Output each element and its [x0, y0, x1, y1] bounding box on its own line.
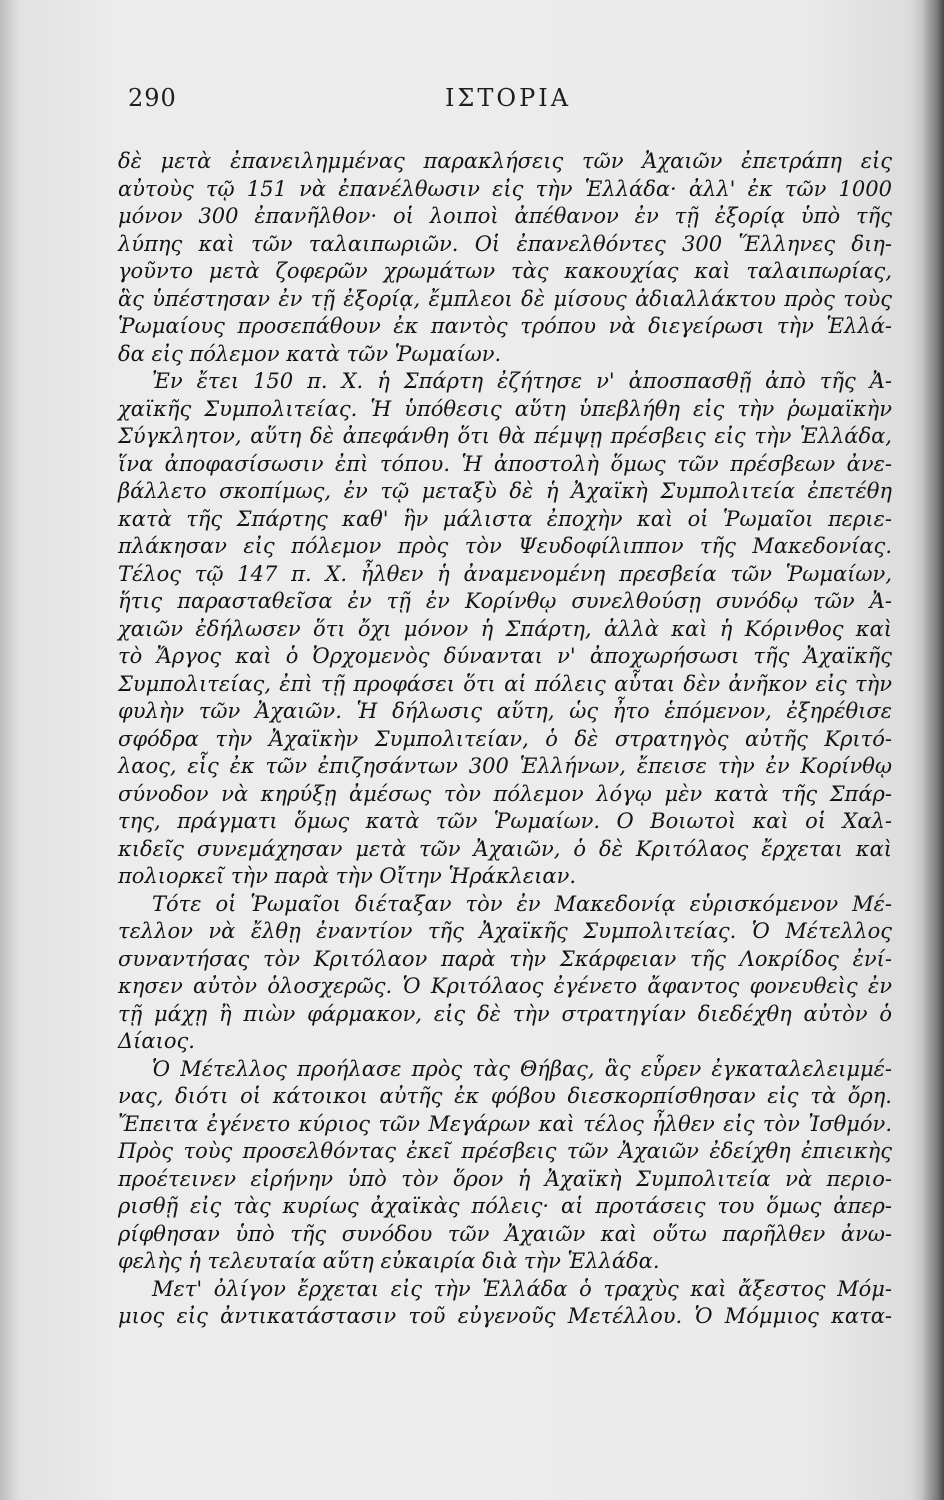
text-line: Τότε οἱ Ῥωμαῖοι διέταξαν τὸν ἐν Μακεδονίᾳ εὑρισκόμενον Μέ-: [152, 891, 892, 916]
text-line: τελλον νὰ ἔλθῃ ἐναντίον τῆς Ἀχαϊκῆς Συμπολιτείας. Ὁ Μέτελλος: [118, 919, 892, 943]
text-line: Τέλος τῷ 147 π. Χ. ἦλθεν ἡ ἀναμενομένη πρεσβεία τῶν Ῥωμαίων,: [118, 561, 892, 586]
text-line: λύπης καὶ τῶν ταλαιπωριῶν. Οἱ ἐπανελθόντες 300 Ἕλληνες διη-: [118, 231, 892, 256]
text-line: Σύγκλητον, αὕτη δὲ ἀπεφάνθη ὅτι θὰ πέμψῃ πρέσβεις εἰς τὴν Ἑλλάδα,: [118, 424, 892, 448]
page-header: [128, 84, 888, 124]
text-line: φελὴς ἡ τελευταία αὕτη εὐκαιρία διὰ τὴν Ἑλλάδα.: [118, 1249, 660, 1273]
text-line: σφόδρα τὴν Ἀχαϊκὴν Συμπολιτείαν, ὁ δὲ στρατηγὸς αὐτῆς Κριτό-: [118, 726, 892, 751]
text-line: αὐτοὺς τῷ 151 νὰ ἐπανέλθωσιν εἰς τὴν Ἑλλάδα· ἀλλ' ἐκ τῶν 1000: [118, 176, 892, 201]
text-line: γοῦντο μετὰ ζοφερῶν χρωμάτων τὰς κακουχίας καὶ ταλαιπωρίας,: [118, 259, 892, 283]
text-line: χαϊκῆς Συμπολιτείας. Ἡ ὑπόθεσις αὕτη ὑπεβλήθη εἰς τὴν ῥωμαϊκὴν: [118, 396, 892, 421]
text-line: νας, διότι οἱ κάτοικοι αὐτῆς ἐκ φόβου διεσκορπίσθησαν εἰς τὰ ὄρη.: [118, 1084, 892, 1108]
text-line: Μετ' ὀλίγον ἔρχεται εἰς τὴν Ἑλλάδα ὁ τραχὺς καὶ ἄξεστος Μόμ-: [152, 1276, 892, 1301]
text-line: ἵνα ἀποφασίσωσιν ἐπὶ τόπου. Ἡ ἀποστολὴ ὅμως τῶν πρέσβεων ἀνε-: [118, 451, 892, 476]
text-line: ἥτις παρασταθεῖσα ἐν τῇ ἐν Κορίνθῳ συνελθούσῃ συνόδῳ τῶν Ἀ-: [118, 589, 892, 613]
text-line: Πρὸς τοὺς προσελθόντας ἐκεῖ πρέσβεις τῶν Ἀχαιῶν ἐδείχθη ἐπιεικὴς: [118, 1139, 892, 1163]
text-line: προέτεινεν εἰρήνην ὑπὸ τὸν ὅρον ἡ Ἀχαϊκὴ Συμπολιτεία νὰ περιο-: [118, 1166, 892, 1191]
text-line: ρίφθησαν ὑπὸ τῆς συνόδου τῶν Ἀχαιῶν καὶ οὕτω παρῆλθεν ἀνω-: [118, 1221, 892, 1246]
text-line: δα εἰς πόλεμον κατὰ τῶν Ῥωμαίων.: [118, 341, 502, 366]
text-line: βάλλετο σκοπίμως, ἐν τῷ μεταξὺ δὲ ἡ Ἀχαϊκὴ Συμπολιτεία ἐπετέθη: [118, 479, 892, 503]
text-line: πλάκησαν εἰς πόλεμον πρὸς τὸν Ψευδοφίλιππον τῆς Μακεδονίας.: [118, 534, 892, 558]
text-line: φυλὴν τῶν Ἀχαιῶν. Ἡ δήλωσις αὕτη, ὡς ἦτο ἑπόμενον, ἐξηρέθισε: [118, 699, 892, 723]
text-line: κιδεῖς συνεμάχησαν μετὰ τῶν Ἀχαιῶν, ὁ δὲ Κριτόλαος ἔρχεται καὶ: [118, 836, 892, 861]
text-line: ρισθῇ εἰς τὰς κυρίως ἀχαϊκὰς πόλεις· αἱ προτάσεις του ὅμως ἀπερ-: [118, 1194, 892, 1218]
page-number: 290: [128, 84, 177, 112]
text-line: τῇ μάχῃ ἢ πιὼν φάρμακον, εἰς δὲ τὴν στρατηγίαν διεδέχθη αὐτὸν ὁ: [118, 1001, 892, 1026]
text-line: Ἐν ἔτει 150 π. Χ. ἡ Σπάρτη ἐζήτησε ν' ἀποσπασθῇ ἀπὸ τῆς Ἀ-: [152, 369, 892, 393]
running-title: ΙΣΤΟΡΙΑ: [444, 84, 572, 112]
text-line: λαος, εἷς ἐκ τῶν ἐπιζησάντων 300 Ἑλλήνων, ἔπεισε τὴν ἐν Κορίνθῳ: [118, 754, 892, 778]
text-line: μιος εἰς ἀντικατάστασιν τοῦ εὐγενοῦς Μετέλλου. Ὁ Μόμμιος κατα-: [118, 1304, 892, 1328]
text-line: συναντήσας τὸν Κριτόλαον παρὰ τὴν Σκάρφειαν τῆς Λοκρίδος ἐνί-: [118, 946, 892, 971]
text-line: σύνοδον νὰ κηρύξῃ ἀμέσως τὸν πόλεμον λόγῳ μὲν κατὰ τῆς Σπάρ-: [118, 781, 892, 806]
text-line: της, πράγματι ὅμως κατὰ τῶν Ῥωμαίων. Ο Βοιωτοὶ καὶ οἱ Χαλ-: [118, 809, 892, 833]
text-line: Συμπολιτείας, ἐπὶ τῇ προφάσει ὅτι αἱ πόλεις αὗται δὲν ἀνῆκον εἰς τὴν: [118, 671, 892, 696]
text-line: Ῥωμαίους προσεπάθουν ἐκ παντὸς τρόπου νὰ διεγείρωσι τὴν Ἑλλά-: [118, 314, 892, 338]
text-line: ἃς ὑπέστησαν ἐν τῇ ἐξορίᾳ, ἔμπλεοι δὲ μίσους ἀδιαλλάκτου πρὸς τοὺς: [118, 286, 892, 311]
page-edge-shadow: [922, 0, 944, 1500]
body-text: [118, 148, 892, 1331]
text-line: τὸ Ἄργος καὶ ὁ Ὀρχομενὸς δύνανται ν' ἀποχωρήσωσι τῆς Ἀχαϊκῆς: [118, 644, 892, 668]
text-line: μόνον 300 ἐπανῆλθον· οἱ λοιποὶ ἀπέθανον ἐν τῇ ἐξορίᾳ ὑπὸ τῆς: [118, 204, 892, 228]
text-line: κατὰ τῆς Σπάρτης καθ' ἣν μάλιστα ἐποχὴν καὶ οἱ Ῥωμαῖοι περιε-: [118, 506, 892, 531]
text-line: Δίαιος.: [118, 1029, 195, 1053]
text-line: Ὁ Μέτελλος προήλασε πρὸς τὰς Θήβας, ἃς εὗρεν ἐγκαταλελειμμέ-: [152, 1056, 892, 1081]
text-line: κησεν αὐτὸν ὁλοσχερῶς. Ὁ Κριτόλαος ἐγένετο ἄφαντος φονευθεὶς ἐν: [118, 974, 892, 998]
text-line: Ἔπειτα ἐγένετο κύριος τῶν Μεγάρων καὶ τέλος ἦλθεν εἰς τὸν Ἰσθμόν.: [118, 1111, 892, 1136]
text-line: πολιορκεῖ τὴν παρὰ τὴν Οἴτην Ἡράκλειαν.: [118, 864, 577, 888]
text-line: δὲ μετὰ ἐπανειλημμένας παρακλήσεις τῶν Ἀχαιῶν ἐπετράπη εἰς: [118, 149, 892, 173]
text-line: χαιῶν ἐδήλωσεν ὅτι ὄχι μόνον ἡ Σπάρτη, ἀλλὰ καὶ ἡ Κόρινθος καὶ: [118, 616, 892, 641]
